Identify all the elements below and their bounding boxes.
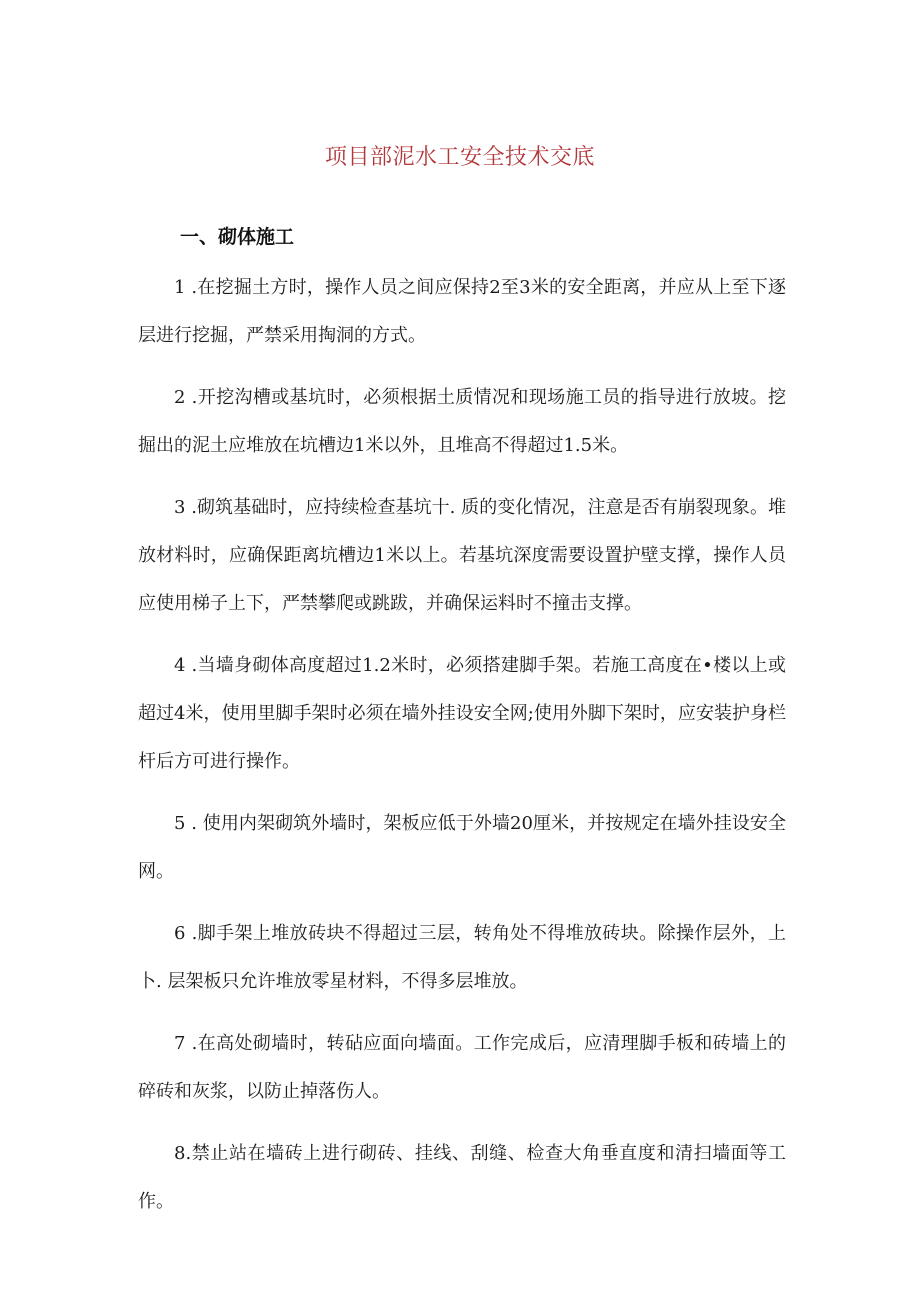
- paragraph-item-7: 7 .在高处砌墙时，转砧应面向墙面。工作完成后，应清理脚手板和砖墙上的碎砖和灰浆，以防止掉落伤人。: [138, 1033, 786, 1102]
- document-body: [138, 264, 786, 1240]
- paragraph-item-8: 8.禁止站在墙砖上进行砌砖、挂线、刮缝、检查大角垂直度和清扫墙面等工作。: [138, 1143, 786, 1212]
- paragraph-item-2: 2 .开挖沟槽或基坑时，必须根据土质情况和现场施工员的指导进行放坡。挖掘出的泥土应堆放在坑槽边1米以外，且堆高不得超过1.5米。: [138, 387, 786, 456]
- paragraph-item-4: 4 .当墙身砌体高度超过1.2米时，必须搭建脚手架。若施工高度在•楼以上或超过4米，使用里脚手架时必须在墙外挂设安全网;使用外脚下架时，应安装护身栏杆后方可进行操作。: [138, 655, 786, 772]
- section-heading: 一、砌体施工: [180, 226, 295, 248]
- paragraph-item-6: 6 .脚手架上堆放砖块不得超过三层，转角处不得堆放砖块。除操作层外，上卜. 层架板只允许堆放零星材料，不得多层堆放。: [138, 923, 786, 992]
- paragraph-item-3: 3 .砌筑基础时，应持续检查基坑十. 质的变化情况，注意是否有崩裂现象。堆放材料时，应确保距离坑槽边1米以上。若基坑深度需要设置护壁支撑，操作人员应使用梯子上下，严禁攀爬或跳跋，并确保运料时不撞击支撑。: [138, 497, 786, 614]
- document-title: 项目部泥水工安全技术交底: [324, 145, 595, 170]
- paragraph-item-5: 5 . 使用内架砌筑外墙时，架板应低于外墙20厘米，并按规定在墙外挂设安全网。: [138, 813, 786, 882]
- paragraph-item-1: 1 .在挖掘土方时，操作人员之间应保持2至3米的安全距离，并应从上至下逐层进行挖掘，严禁采用掏洞的方式。: [138, 277, 786, 346]
